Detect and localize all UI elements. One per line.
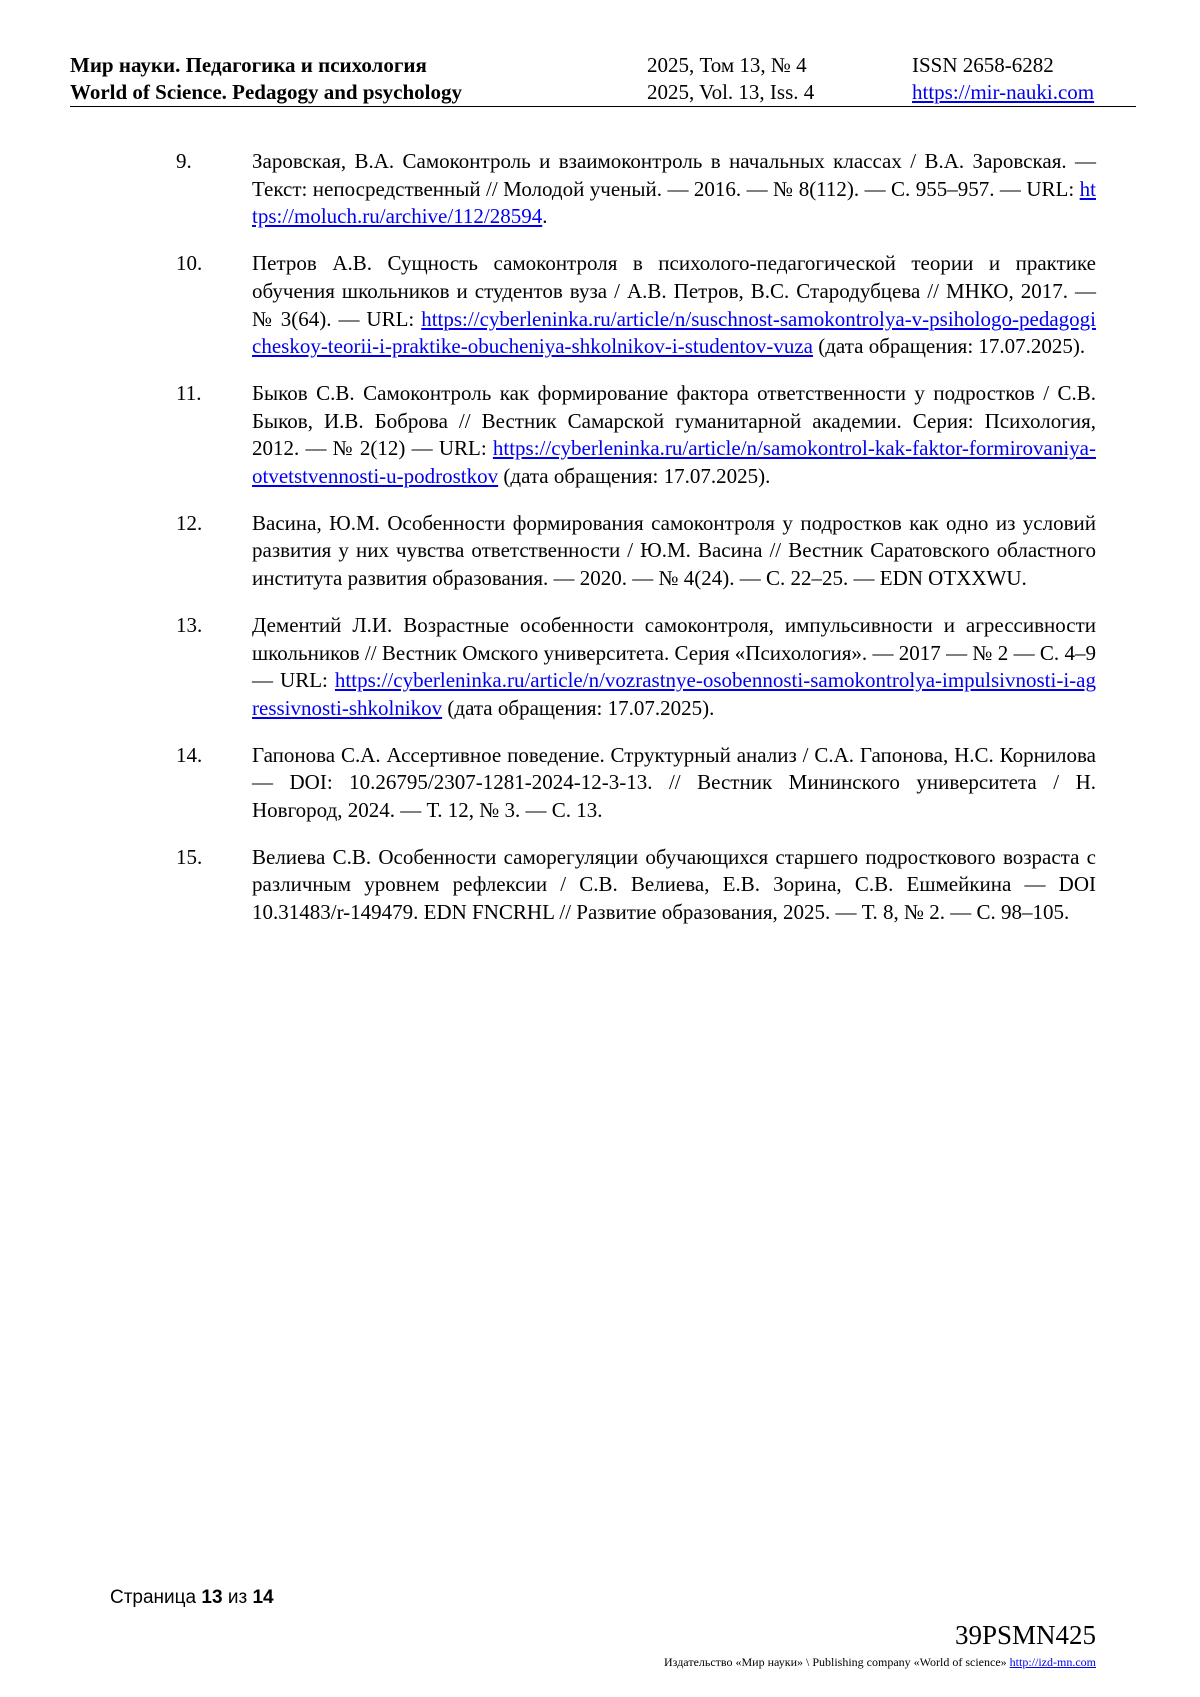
reference-link[interactable]: https://cyberleninka.ru/article/n/suschnost-samokontrolya-v-psihologo-pedagogicheskoy-teorii-i-praktike-obucheniya-shkolnikov-i-studentov-vuza xyxy=(252,306,1096,359)
article-code: 39PSMN425 xyxy=(954,1620,1096,1650)
page-label: Страница xyxy=(110,1587,197,1608)
reference-text xyxy=(252,250,1096,361)
publisher-link[interactable]: http://izd-mn.com xyxy=(1009,1655,1096,1669)
reference-number: 10. xyxy=(176,251,203,276)
issue-info-en: 2025, Vol. 13, Iss. 4 xyxy=(647,80,815,104)
page-number xyxy=(110,1587,274,1609)
page-total: 14 xyxy=(252,1587,274,1608)
reference-item xyxy=(176,250,1096,361)
reference-number: 11. xyxy=(176,380,202,405)
reference-list xyxy=(176,148,1096,946)
reference-citation: Гапонова С.А. Ассертивное поведение. Структурный анализ / С.А. Гапонова, Н.С. Корнилова — DOI: 10.26795/2307-1281-2024-12-3-13. // Вестник Мининского университета / Н. Новгород, 2024. — Т. 12, № 3. — С. 13. xyxy=(252,742,1096,823)
publisher-line xyxy=(664,1655,1096,1669)
reference-citation: Быков С.В. Самоконтроль как формирование фактора ответственности у подростков / С.В. Быков, И.В. Боброва // Вестник Самарской гуманитарной академии. Серия: Психология, 2012. — № 2(12) — URL: xyxy=(252,380,1096,461)
reference-number: 14. xyxy=(176,742,203,767)
reference-item xyxy=(176,148,1096,231)
reference-number: 12. xyxy=(176,510,203,535)
header-row-en xyxy=(70,79,1136,106)
reference-suffix: (дата обращения: 17.07.2025). xyxy=(442,695,715,720)
reference-item xyxy=(176,612,1096,723)
reference-number: 9. xyxy=(176,149,192,173)
journal-header xyxy=(70,52,1136,107)
reference-suffix: (дата обращения: 17.07.2025). xyxy=(498,464,771,489)
reference-link[interactable]: https://cyberleninka.ru/article/n/vozrastnye-osobennosti-samokontrolya-impulsivnosti-i-agressivnosti-shkolnikov xyxy=(252,668,1096,720)
reference-item xyxy=(176,742,1096,825)
journal-title-en: World of Science. Pedagogy and psychology xyxy=(70,80,463,104)
reference-citation: Велиева С.В. Особенности саморегуляции обучающихся старшего подросткового возраста с различным уровнем рефлексии / С.В. Велиева, Е.В. Зорина, С.В. Ешмейкина — DOI 10.31483/r-149479. EDN FNCRHL // Развитие образования, 2025. — Т. 8, № 2. — С. 98–105. xyxy=(252,844,1096,925)
issue-info-ru: 2025, Том 13, № 4 xyxy=(647,53,807,77)
reference-item xyxy=(176,510,1096,593)
issn: ISSN 2658-6282 xyxy=(912,53,1054,77)
header-row-ru xyxy=(70,52,1136,79)
publisher-name: Издательство «Мир науки» \ Publishing company «World of science» xyxy=(664,1655,1007,1669)
page-current: 13 xyxy=(201,1587,223,1608)
reference-item xyxy=(176,844,1096,927)
reference-text xyxy=(252,510,1096,593)
reference-link[interactable]: https://cyberleninka.ru/article/n/samokontrol-kak-faktor-formirovaniya-otvetstvennosti-u-podrostkov xyxy=(252,436,1096,489)
reference-link[interactable]: https://moluch.ru/archive/112/28594 xyxy=(252,176,1096,229)
reference-citation: Дементий Л.И. Возрастные особенности самоконтроля, импульсивности и агрессивности школьников // Вестник Омского университета. Серия «Психология». — 2017 — № 2 — С. 4–9 — URL: xyxy=(252,612,1096,693)
reference-number: 15. xyxy=(176,844,203,869)
reference-item xyxy=(176,380,1096,491)
reference-text xyxy=(252,742,1096,825)
reference-text xyxy=(252,148,1096,231)
reference-citation: Васина, Ю.М. Особенности формирования самоконтроля у подростков как одно из условий развития у них чувства ответственности / Ю.М. Васина // Вестник Саратовского областного института развития образования. — 2020. — № 4(24). — С. 22–25. — EDN OTXXWU. xyxy=(252,510,1096,591)
reference-citation: Заровская, В.А. Самоконтроль и взаимоконтроль в начальных классах / В.А. Заровская. — Текст: непосредственный // Молодой ученый. — 2016. — № 8(112). — С. 955–957. — URL: xyxy=(252,149,1096,201)
page-of: из xyxy=(227,1587,248,1608)
reference-suffix: (дата обращения: 17.07.2025). xyxy=(813,334,1086,359)
reference-number: 13. xyxy=(176,612,203,637)
reference-text xyxy=(252,612,1096,723)
reference-text xyxy=(252,844,1096,927)
reference-text xyxy=(252,380,1096,491)
journal-site-link[interactable]: https://mir-nauki.com xyxy=(912,80,1095,104)
reference-citation: Петров А.В. Сущность самоконтроля в психолого-педагогической теории и практике обучения школьников и студентов вуза / А.В. Петров, В.С. Стародубцева // МНКО, 2017. — № 3(64). — URL: xyxy=(252,251,1096,331)
reference-suffix: . xyxy=(542,204,548,229)
journal-title-ru: Мир науки. Педагогика и психология xyxy=(70,53,427,77)
